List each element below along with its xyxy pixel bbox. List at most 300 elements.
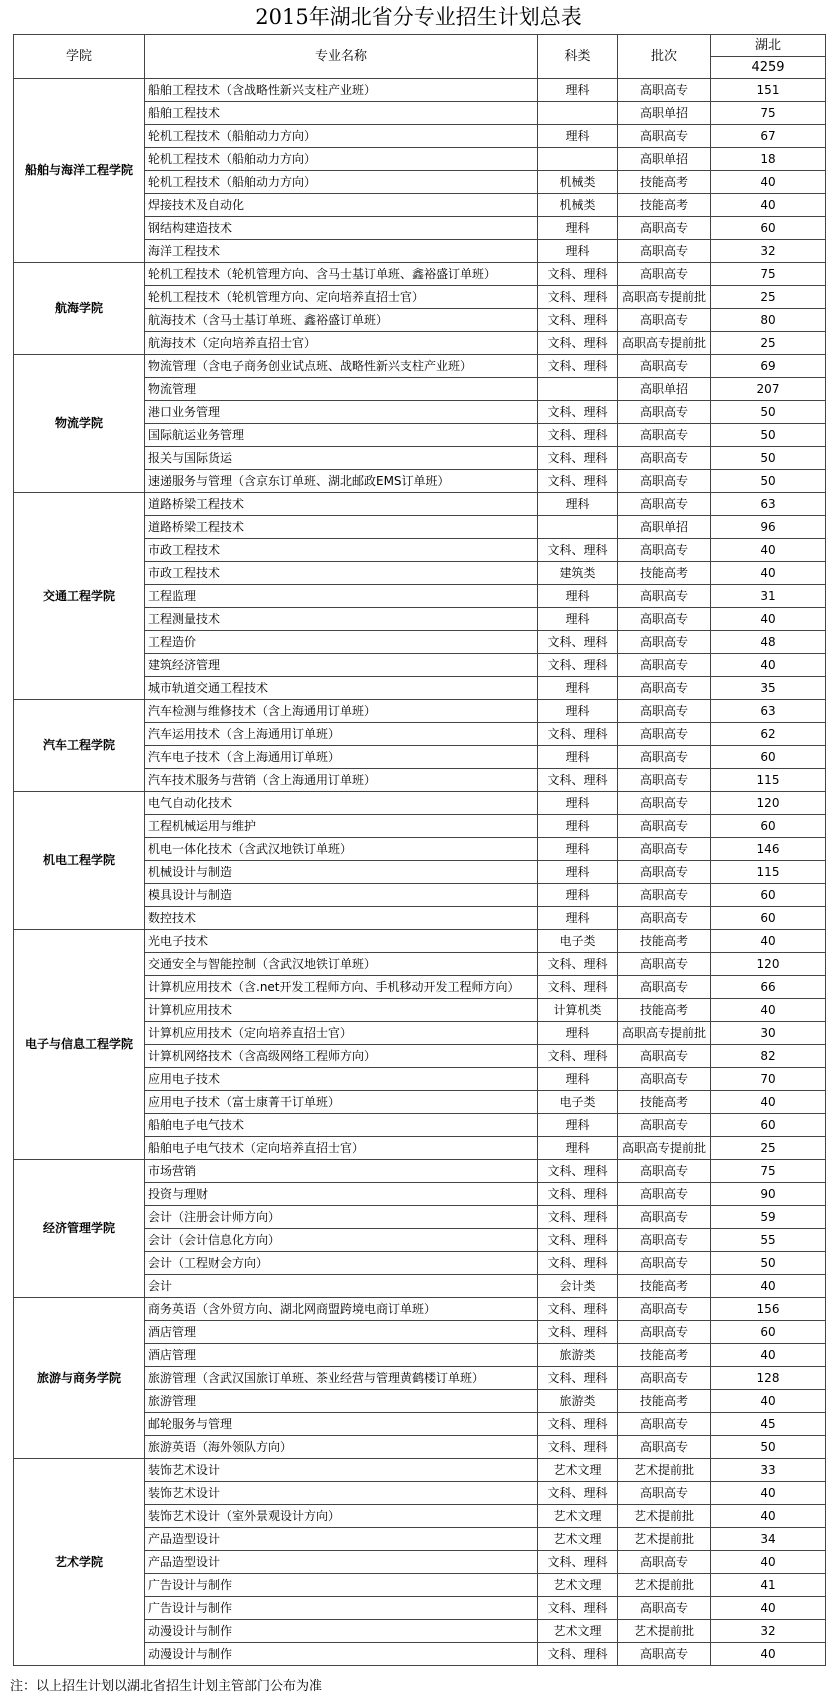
category-cell: 理科 xyxy=(538,585,618,608)
batch-cell: 高职高专 xyxy=(618,263,711,286)
category-cell: 文科、理科 xyxy=(538,1436,618,1459)
quota-cell: 40 xyxy=(711,1482,826,1505)
batch-cell: 艺术提前批 xyxy=(618,1505,711,1528)
batch-cell: 高职高专 xyxy=(618,217,711,240)
category-cell xyxy=(538,102,618,125)
category-cell: 文科、理科 xyxy=(538,1160,618,1183)
major-cell: 计算机应用技术（定向培养直招士官） xyxy=(145,1022,538,1045)
major-cell: 汽车运用技术（含上海通用订单班） xyxy=(145,723,538,746)
quota-cell: 30 xyxy=(711,1022,826,1045)
quota-cell: 60 xyxy=(711,217,826,240)
batch-cell: 技能高考 xyxy=(618,1091,711,1114)
major-cell: 报关与国际货运 xyxy=(145,447,538,470)
batch-cell: 高职高专 xyxy=(618,838,711,861)
batch-cell: 艺术提前批 xyxy=(618,1528,711,1551)
category-cell: 理科 xyxy=(538,677,618,700)
category-cell: 理科 xyxy=(538,884,618,907)
category-cell: 理科 xyxy=(538,815,618,838)
quota-cell: 55 xyxy=(711,1229,826,1252)
header-major: 专业名称 xyxy=(145,35,538,79)
major-cell: 船舶工程技术 xyxy=(145,102,538,125)
major-cell: 交通安全与智能控制（含武汉地铁订单班） xyxy=(145,953,538,976)
quota-cell: 25 xyxy=(711,286,826,309)
quota-cell: 40 xyxy=(711,539,826,562)
major-cell: 道路桥梁工程技术 xyxy=(145,493,538,516)
category-cell: 文科、理科 xyxy=(538,654,618,677)
category-cell: 文科、理科 xyxy=(538,286,618,309)
college-cell: 物流学院 xyxy=(14,355,145,493)
major-cell: 应用电子技术 xyxy=(145,1068,538,1091)
major-cell: 工程测量技术 xyxy=(145,608,538,631)
enrollment-plan-table xyxy=(13,34,826,1666)
major-cell: 动漫设计与制作 xyxy=(145,1620,538,1643)
quota-cell: 32 xyxy=(711,240,826,263)
table-row xyxy=(14,79,826,102)
major-cell: 计算机应用技术（含.net开发工程师方向、手机移动开发工程师方向） xyxy=(145,976,538,999)
quota-cell: 50 xyxy=(711,447,826,470)
header-total: 4259 xyxy=(711,57,826,79)
batch-cell: 高职单招 xyxy=(618,102,711,125)
category-cell xyxy=(538,148,618,171)
table-row xyxy=(14,1459,826,1482)
quota-cell: 50 xyxy=(711,470,826,493)
quota-cell: 60 xyxy=(711,1321,826,1344)
batch-cell: 高职高专 xyxy=(618,815,711,838)
major-cell: 汽车检测与维修技术（含上海通用订单班） xyxy=(145,700,538,723)
batch-cell: 技能高考 xyxy=(618,1344,711,1367)
major-cell: 动漫设计与制作 xyxy=(145,1643,538,1666)
category-cell: 会计类 xyxy=(538,1275,618,1298)
quota-cell: 40 xyxy=(711,654,826,677)
major-cell: 轮机工程技术（船舶动力方向） xyxy=(145,171,538,194)
category-cell: 文科、理科 xyxy=(538,1206,618,1229)
batch-cell: 高职高专 xyxy=(618,355,711,378)
table-body xyxy=(14,79,826,1666)
major-cell: 电气自动化技术 xyxy=(145,792,538,815)
quota-cell: 60 xyxy=(711,907,826,930)
header-region: 湖北 xyxy=(711,35,826,57)
major-cell: 船舶工程技术（含战略性新兴支柱产业班） xyxy=(145,79,538,102)
quota-cell: 40 xyxy=(711,1344,826,1367)
category-cell: 理科 xyxy=(538,861,618,884)
quota-cell: 18 xyxy=(711,148,826,171)
table-row xyxy=(14,263,826,286)
major-cell: 机电一体化技术（含武汉地铁订单班） xyxy=(145,838,538,861)
batch-cell: 高职高专 xyxy=(618,1114,711,1137)
category-cell: 文科、理科 xyxy=(538,953,618,976)
major-cell: 轮机工程技术（船舶动力方向） xyxy=(145,125,538,148)
category-cell: 文科、理科 xyxy=(538,1252,618,1275)
quota-cell: 60 xyxy=(711,884,826,907)
category-cell: 文科、理科 xyxy=(538,539,618,562)
batch-cell: 高职高专 xyxy=(618,539,711,562)
major-cell: 广告设计与制作 xyxy=(145,1597,538,1620)
table-row xyxy=(14,1298,826,1321)
category-cell xyxy=(538,378,618,401)
batch-cell: 高职单招 xyxy=(618,516,711,539)
category-cell: 文科、理科 xyxy=(538,631,618,654)
major-cell: 会计（会计信息化方向） xyxy=(145,1229,538,1252)
quota-cell: 40 xyxy=(711,194,826,217)
batch-cell: 高职单招 xyxy=(618,148,711,171)
quota-cell: 32 xyxy=(711,1620,826,1643)
quota-cell: 67 xyxy=(711,125,826,148)
quota-cell: 62 xyxy=(711,723,826,746)
quota-cell: 45 xyxy=(711,1413,826,1436)
category-cell: 理科 xyxy=(538,700,618,723)
category-cell: 理科 xyxy=(538,838,618,861)
major-cell: 焊接技术及自动化 xyxy=(145,194,538,217)
category-cell: 文科、理科 xyxy=(538,1413,618,1436)
major-cell: 船舶电子电气技术 xyxy=(145,1114,538,1137)
header-category: 科类 xyxy=(538,35,618,79)
category-cell: 文科、理科 xyxy=(538,1643,618,1666)
batch-cell: 高职高专 xyxy=(618,677,711,700)
major-cell: 商务英语（含外贸方向、湖北网商盟跨境电商订单班） xyxy=(145,1298,538,1321)
batch-cell: 高职高专 xyxy=(618,1206,711,1229)
header-college: 学院 xyxy=(14,35,145,79)
table-row xyxy=(14,493,826,516)
category-cell: 计算机类 xyxy=(538,999,618,1022)
batch-cell: 高职高专 xyxy=(618,1045,711,1068)
major-cell: 轮机工程技术（船舶动力方向） xyxy=(145,148,538,171)
major-cell: 会计 xyxy=(145,1275,538,1298)
category-cell: 艺术文理 xyxy=(538,1528,618,1551)
major-cell: 工程造价 xyxy=(145,631,538,654)
batch-cell: 高职高专提前批 xyxy=(618,1022,711,1045)
quota-cell: 75 xyxy=(711,263,826,286)
major-cell: 邮轮服务与管理 xyxy=(145,1413,538,1436)
quota-cell: 41 xyxy=(711,1574,826,1597)
major-cell: 产品造型设计 xyxy=(145,1528,538,1551)
batch-cell: 高职高专 xyxy=(618,1321,711,1344)
batch-cell: 高职高专 xyxy=(618,1160,711,1183)
batch-cell: 艺术提前批 xyxy=(618,1620,711,1643)
quota-cell: 146 xyxy=(711,838,826,861)
batch-cell: 高职单招 xyxy=(618,378,711,401)
major-cell: 道路桥梁工程技术 xyxy=(145,516,538,539)
quota-cell: 34 xyxy=(711,1528,826,1551)
quota-cell: 115 xyxy=(711,769,826,792)
quota-cell: 25 xyxy=(711,1137,826,1160)
major-cell: 钢结构建造技术 xyxy=(145,217,538,240)
category-cell: 文科、理科 xyxy=(538,332,618,355)
major-cell: 会计（注册会计师方向） xyxy=(145,1206,538,1229)
category-cell: 文科、理科 xyxy=(538,1597,618,1620)
category-cell: 电子类 xyxy=(538,930,618,953)
table-row xyxy=(14,930,826,953)
major-cell: 汽车电子技术（含上海通用订单班） xyxy=(145,746,538,769)
batch-cell: 高职高专 xyxy=(618,1367,711,1390)
category-cell: 文科、理科 xyxy=(538,1367,618,1390)
batch-cell: 高职高专 xyxy=(618,1551,711,1574)
batch-cell: 技能高考 xyxy=(618,1275,711,1298)
quota-cell: 48 xyxy=(711,631,826,654)
category-cell: 文科、理科 xyxy=(538,309,618,332)
category-cell: 文科、理科 xyxy=(538,1321,618,1344)
category-cell: 艺术文理 xyxy=(538,1505,618,1528)
major-cell: 酒店管理 xyxy=(145,1344,538,1367)
batch-cell: 高职高专 xyxy=(618,907,711,930)
quota-cell: 82 xyxy=(711,1045,826,1068)
college-cell: 电子与信息工程学院 xyxy=(14,930,145,1160)
quota-cell: 70 xyxy=(711,1068,826,1091)
category-cell: 理科 xyxy=(538,1114,618,1137)
category-cell: 理科 xyxy=(538,240,618,263)
category-cell: 机械类 xyxy=(538,194,618,217)
major-cell: 装饰艺术设计（室外景观设计方向） xyxy=(145,1505,538,1528)
quota-cell: 50 xyxy=(711,1252,826,1275)
quota-cell: 40 xyxy=(711,562,826,585)
quota-cell: 60 xyxy=(711,815,826,838)
major-cell: 速递服务与管理（含京东订单班、湖北邮政EMS订单班） xyxy=(145,470,538,493)
category-cell: 理科 xyxy=(538,907,618,930)
quota-cell: 40 xyxy=(711,608,826,631)
major-cell: 市场营销 xyxy=(145,1160,538,1183)
quota-cell: 75 xyxy=(711,102,826,125)
batch-cell: 高职高专提前批 xyxy=(618,286,711,309)
batch-cell: 高职高专 xyxy=(618,585,711,608)
batch-cell: 高职高专 xyxy=(618,700,711,723)
batch-cell: 高职高专 xyxy=(618,608,711,631)
college-cell: 船舶与海洋工程学院 xyxy=(14,79,145,263)
batch-cell: 高职高专 xyxy=(618,470,711,493)
category-cell: 理科 xyxy=(538,1068,618,1091)
major-cell: 工程机械运用与维护 xyxy=(145,815,538,838)
major-cell: 航海技术（定向培养直招士官） xyxy=(145,332,538,355)
footnote: 注：以上招生计划以湖北省招生计划主管部门公布为准 xyxy=(10,1679,323,1694)
major-cell: 市政工程技术 xyxy=(145,539,538,562)
major-cell: 应用电子技术（富士康菁干订单班） xyxy=(145,1091,538,1114)
quota-cell: 59 xyxy=(711,1206,826,1229)
category-cell: 理科 xyxy=(538,217,618,240)
major-cell: 旅游管理 xyxy=(145,1390,538,1413)
category-cell: 理科 xyxy=(538,746,618,769)
quota-cell: 33 xyxy=(711,1459,826,1482)
batch-cell: 技能高考 xyxy=(618,171,711,194)
quota-cell: 156 xyxy=(711,1298,826,1321)
batch-cell: 高职高专 xyxy=(618,1183,711,1206)
major-cell: 物流管理（含电子商务创业试点班、战略性新兴支柱产业班） xyxy=(145,355,538,378)
quota-cell: 40 xyxy=(711,171,826,194)
batch-cell: 高职高专 xyxy=(618,240,711,263)
category-cell: 文科、理科 xyxy=(538,424,618,447)
table-row xyxy=(14,700,826,723)
batch-cell: 高职高专 xyxy=(618,861,711,884)
quota-cell: 63 xyxy=(711,700,826,723)
category-cell: 旅游类 xyxy=(538,1344,618,1367)
category-cell: 电子类 xyxy=(538,1091,618,1114)
quota-cell: 40 xyxy=(711,1505,826,1528)
quota-cell: 50 xyxy=(711,1436,826,1459)
category-cell: 理科 xyxy=(538,1022,618,1045)
major-cell: 国际航运业务管理 xyxy=(145,424,538,447)
category-cell: 文科、理科 xyxy=(538,976,618,999)
category-cell: 文科、理科 xyxy=(538,470,618,493)
quota-cell: 63 xyxy=(711,493,826,516)
batch-cell: 艺术提前批 xyxy=(618,1574,711,1597)
major-cell: 航海技术（含马士基订单班、鑫裕盛订单班） xyxy=(145,309,538,332)
quota-cell: 128 xyxy=(711,1367,826,1390)
college-cell: 汽车工程学院 xyxy=(14,700,145,792)
quota-cell: 40 xyxy=(711,1643,826,1666)
quota-cell: 66 xyxy=(711,976,826,999)
category-cell: 文科、理科 xyxy=(538,769,618,792)
major-cell: 产品造型设计 xyxy=(145,1551,538,1574)
major-cell: 数控技术 xyxy=(145,907,538,930)
quota-cell: 75 xyxy=(711,1160,826,1183)
batch-cell: 高职高专 xyxy=(618,746,711,769)
category-cell: 理科 xyxy=(538,125,618,148)
table-row xyxy=(14,792,826,815)
quota-cell: 151 xyxy=(711,79,826,102)
quota-cell: 207 xyxy=(711,378,826,401)
batch-cell: 技能高考 xyxy=(618,930,711,953)
batch-cell: 高职高专 xyxy=(618,1597,711,1620)
batch-cell: 技能高考 xyxy=(618,194,711,217)
batch-cell: 高职高专 xyxy=(618,792,711,815)
quota-cell: 120 xyxy=(711,792,826,815)
college-cell: 旅游与商务学院 xyxy=(14,1298,145,1459)
category-cell: 理科 xyxy=(538,792,618,815)
quota-cell: 60 xyxy=(711,1114,826,1137)
quota-cell: 35 xyxy=(711,677,826,700)
category-cell: 文科、理科 xyxy=(538,1229,618,1252)
batch-cell: 高职高专 xyxy=(618,424,711,447)
major-cell: 光电子技术 xyxy=(145,930,538,953)
major-cell: 酒店管理 xyxy=(145,1321,538,1344)
batch-cell: 高职高专 xyxy=(618,1436,711,1459)
major-cell: 轮机工程技术（轮机管理方向、含马士基订单班、鑫裕盛订单班） xyxy=(145,263,538,286)
batch-cell: 高职高专 xyxy=(618,769,711,792)
batch-cell: 高职高专提前批 xyxy=(618,1137,711,1160)
table-header-row xyxy=(14,35,826,57)
batch-cell: 高职高专 xyxy=(618,654,711,677)
major-cell: 广告设计与制作 xyxy=(145,1574,538,1597)
batch-cell: 高职高专 xyxy=(618,1229,711,1252)
college-cell: 艺术学院 xyxy=(14,1459,145,1666)
quota-cell: 40 xyxy=(711,999,826,1022)
batch-cell: 高职高专 xyxy=(618,493,711,516)
college-cell: 机电工程学院 xyxy=(14,792,145,930)
major-cell: 物流管理 xyxy=(145,378,538,401)
batch-cell: 高职高专 xyxy=(618,1413,711,1436)
quota-cell: 50 xyxy=(711,401,826,424)
major-cell: 汽车技术服务与营销（含上海通用订单班） xyxy=(145,769,538,792)
category-cell: 文科、理科 xyxy=(538,447,618,470)
major-cell: 港口业务管理 xyxy=(145,401,538,424)
major-cell: 会计（工程财会方向） xyxy=(145,1252,538,1275)
batch-cell: 高职高专 xyxy=(618,1643,711,1666)
quota-cell: 31 xyxy=(711,585,826,608)
category-cell: 理科 xyxy=(538,608,618,631)
table-row xyxy=(14,1160,826,1183)
college-cell: 交通工程学院 xyxy=(14,493,145,700)
major-cell: 建筑经济管理 xyxy=(145,654,538,677)
quota-cell: 50 xyxy=(711,424,826,447)
major-cell: 市政工程技术 xyxy=(145,562,538,585)
batch-cell: 技能高考 xyxy=(618,562,711,585)
category-cell: 艺术文理 xyxy=(538,1459,618,1482)
header-batch: 批次 xyxy=(618,35,711,79)
major-cell: 海洋工程技术 xyxy=(145,240,538,263)
category-cell: 理科 xyxy=(538,1137,618,1160)
batch-cell: 高职高专 xyxy=(618,884,711,907)
category-cell: 建筑类 xyxy=(538,562,618,585)
major-cell: 投资与理财 xyxy=(145,1183,538,1206)
quota-cell: 90 xyxy=(711,1183,826,1206)
major-cell: 旅游管理（含武汉国旅订单班、茶业经营与管理黄鹤楼订单班） xyxy=(145,1367,538,1390)
batch-cell: 高职高专 xyxy=(618,1068,711,1091)
category-cell: 理科 xyxy=(538,493,618,516)
batch-cell: 高职高专提前批 xyxy=(618,332,711,355)
quota-cell: 40 xyxy=(711,1091,826,1114)
batch-cell: 高职高专 xyxy=(618,125,711,148)
major-cell: 装饰艺术设计 xyxy=(145,1459,538,1482)
category-cell: 旅游类 xyxy=(538,1390,618,1413)
batch-cell: 高职高专 xyxy=(618,723,711,746)
category-cell: 文科、理科 xyxy=(538,263,618,286)
batch-cell: 技能高考 xyxy=(618,999,711,1022)
category-cell: 文科、理科 xyxy=(538,1045,618,1068)
batch-cell: 高职高专 xyxy=(618,447,711,470)
quota-cell: 40 xyxy=(711,1275,826,1298)
category-cell: 文科、理科 xyxy=(538,1482,618,1505)
page-title: 2015年湖北省分专业招生计划总表 xyxy=(255,5,582,29)
batch-cell: 高职高专 xyxy=(618,401,711,424)
quota-cell: 115 xyxy=(711,861,826,884)
major-cell: 模具设计与制造 xyxy=(145,884,538,907)
quota-cell: 40 xyxy=(711,1390,826,1413)
quota-cell: 120 xyxy=(711,953,826,976)
quota-cell: 40 xyxy=(711,1551,826,1574)
major-cell: 计算机应用技术 xyxy=(145,999,538,1022)
college-cell: 航海学院 xyxy=(14,263,145,355)
major-cell: 轮机工程技术（轮机管理方向、定向培养直招士官） xyxy=(145,286,538,309)
quota-cell: 25 xyxy=(711,332,826,355)
quota-cell: 80 xyxy=(711,309,826,332)
quota-cell: 40 xyxy=(711,930,826,953)
batch-cell: 高职高专 xyxy=(618,1482,711,1505)
batch-cell: 高职高专 xyxy=(618,631,711,654)
category-cell: 理科 xyxy=(538,79,618,102)
batch-cell: 高职高专 xyxy=(618,309,711,332)
major-cell: 机械设计与制造 xyxy=(145,861,538,884)
batch-cell: 高职高专 xyxy=(618,79,711,102)
batch-cell: 艺术提前批 xyxy=(618,1459,711,1482)
quota-cell: 60 xyxy=(711,746,826,769)
batch-cell: 技能高考 xyxy=(618,1390,711,1413)
batch-cell: 高职高专 xyxy=(618,953,711,976)
quota-cell: 69 xyxy=(711,355,826,378)
batch-cell: 高职高专 xyxy=(618,976,711,999)
major-cell: 装饰艺术设计 xyxy=(145,1482,538,1505)
batch-cell: 高职高专 xyxy=(618,1298,711,1321)
category-cell: 机械类 xyxy=(538,171,618,194)
major-cell: 旅游英语（海外领队方向） xyxy=(145,1436,538,1459)
category-cell: 文科、理科 xyxy=(538,1298,618,1321)
category-cell: 艺术文理 xyxy=(538,1620,618,1643)
category-cell: 艺术文理 xyxy=(538,1574,618,1597)
batch-cell: 高职高专 xyxy=(618,1252,711,1275)
quota-cell: 96 xyxy=(711,516,826,539)
major-cell: 城市轨道交通工程技术 xyxy=(145,677,538,700)
category-cell: 文科、理科 xyxy=(538,401,618,424)
major-cell: 计算机网络技术（含高级网络工程师方向） xyxy=(145,1045,538,1068)
major-cell: 船舶电子电气技术（定向培养直招士官） xyxy=(145,1137,538,1160)
category-cell: 文科、理科 xyxy=(538,1551,618,1574)
category-cell: 文科、理科 xyxy=(538,355,618,378)
